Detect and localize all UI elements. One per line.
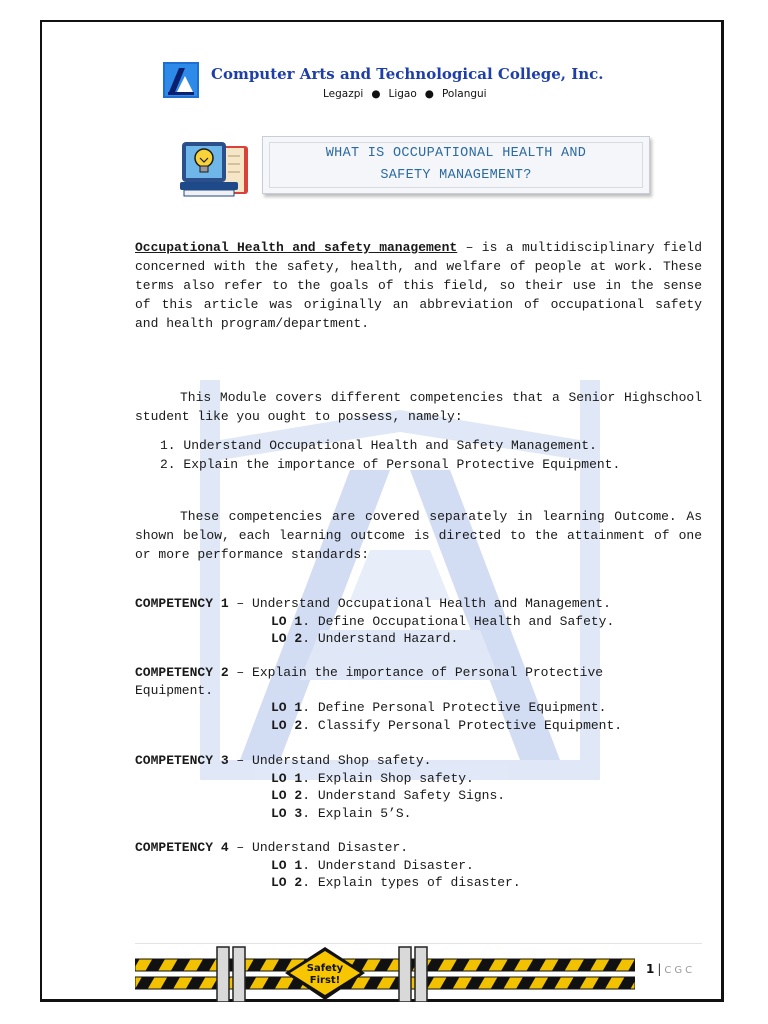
intro-term: Occupational Health and safety management [135,240,458,255]
competency-1 [135,595,702,648]
footer-divider [135,943,702,944]
lo-label: LO 1 [271,857,303,873]
page-separator: | [657,962,662,976]
campus-list [323,88,487,100]
campus-polangui: Polangui [441,88,487,100]
lo-label: LO 2 [271,631,303,646]
college-logo-icon [163,62,199,98]
lo-label: LO 1 [271,700,303,715]
competency-4 [135,839,702,892]
competency-3 [135,752,702,822]
bullet-icon: ● [424,88,434,100]
lo-text: . Define Personal Protective Equipment. [302,700,607,715]
competency-title-cont: Equipment. [135,682,214,698]
lo-label: LO 1 [271,770,303,786]
lo-text: . Explain 5’S. [302,805,412,821]
outcome-paragraph: These competencies are covered separately in learning Outcome. As shown below, each learning outcome is directed to the attainment of one or more performance standards: [135,509,702,562]
page-number-value: 1 [646,962,655,976]
competency-list [160,436,620,474]
lo-text: . Explain Shop safety. [302,770,474,786]
lo-label: LO 2 [271,788,303,803]
college-name: Computer Arts and Technological College, Inc. [211,65,604,83]
list-item: 1. Understand Occupational Health and Safety Management. [160,438,597,453]
competency-label: COMPETENCY 4 [135,840,229,855]
bullet-icon: ● [371,88,381,100]
competency-label: COMPETENCY 2 [135,665,229,680]
safety-first-sign-icon [285,947,365,1000]
intro-definition: – is a multidisciplinary field concerned with the safety, health, and welfare of people at work. These terms also refer to the goals of this field, so their use in the sense of this article was originally an abbreviation of occupational safety and health program/department. [135,240,703,331]
module-paragraph: This Module covers different competencies that a Senior Highschool student like you ought to possess, namely: [135,390,702,424]
section-title-box [262,136,650,194]
lo-label: LO 3 [271,805,303,821]
sign-text-first: First! [309,975,341,986]
campus-legazpi: Legazpi [323,88,364,100]
lightbulb-book-icon [180,138,252,200]
lo-text: . Classify Personal Protective Equipment. [302,717,623,733]
competency-title: – Understand Shop safety. [228,753,432,768]
page-number [646,962,695,976]
lo-text: . Define Occupational Health and Safety. [302,613,615,629]
competency-title: – Explain the importance of Personal Protective [228,665,604,680]
competency-title: – Understand Disaster. [228,840,409,855]
footer-tag: CGC [664,965,696,976]
lo-text: . Understand Disaster. [302,857,474,873]
list-item: 2. Explain the importance of Personal Protective Equipment. [160,457,621,472]
competency-label: COMPETENCY 3 [135,753,229,768]
competency-title: – Understand Occupational Health and Management. [228,596,611,611]
lo-text: . Understand Hazard. [302,631,459,646]
lo-text: . Explain types of disaster. [302,875,521,890]
lo-label: LO 1 [271,613,303,629]
section-title: WHAT IS OCCUPATIONAL HEALTH AND SAFETY MANAGEMENT? [269,142,643,188]
lo-label: LO 2 [271,875,303,890]
safety-first-banner [135,945,635,1002]
lo-label: LO 2 [271,717,303,733]
campus-ligao: Ligao [388,88,417,100]
sign-text-safety: Safety [306,963,344,974]
college-header [163,60,633,110]
intro-paragraph [135,238,702,333]
competency-label: COMPETENCY 1 [135,596,229,611]
competency-2 [135,664,702,734]
lo-text: . Understand Safety Signs. [302,788,506,803]
